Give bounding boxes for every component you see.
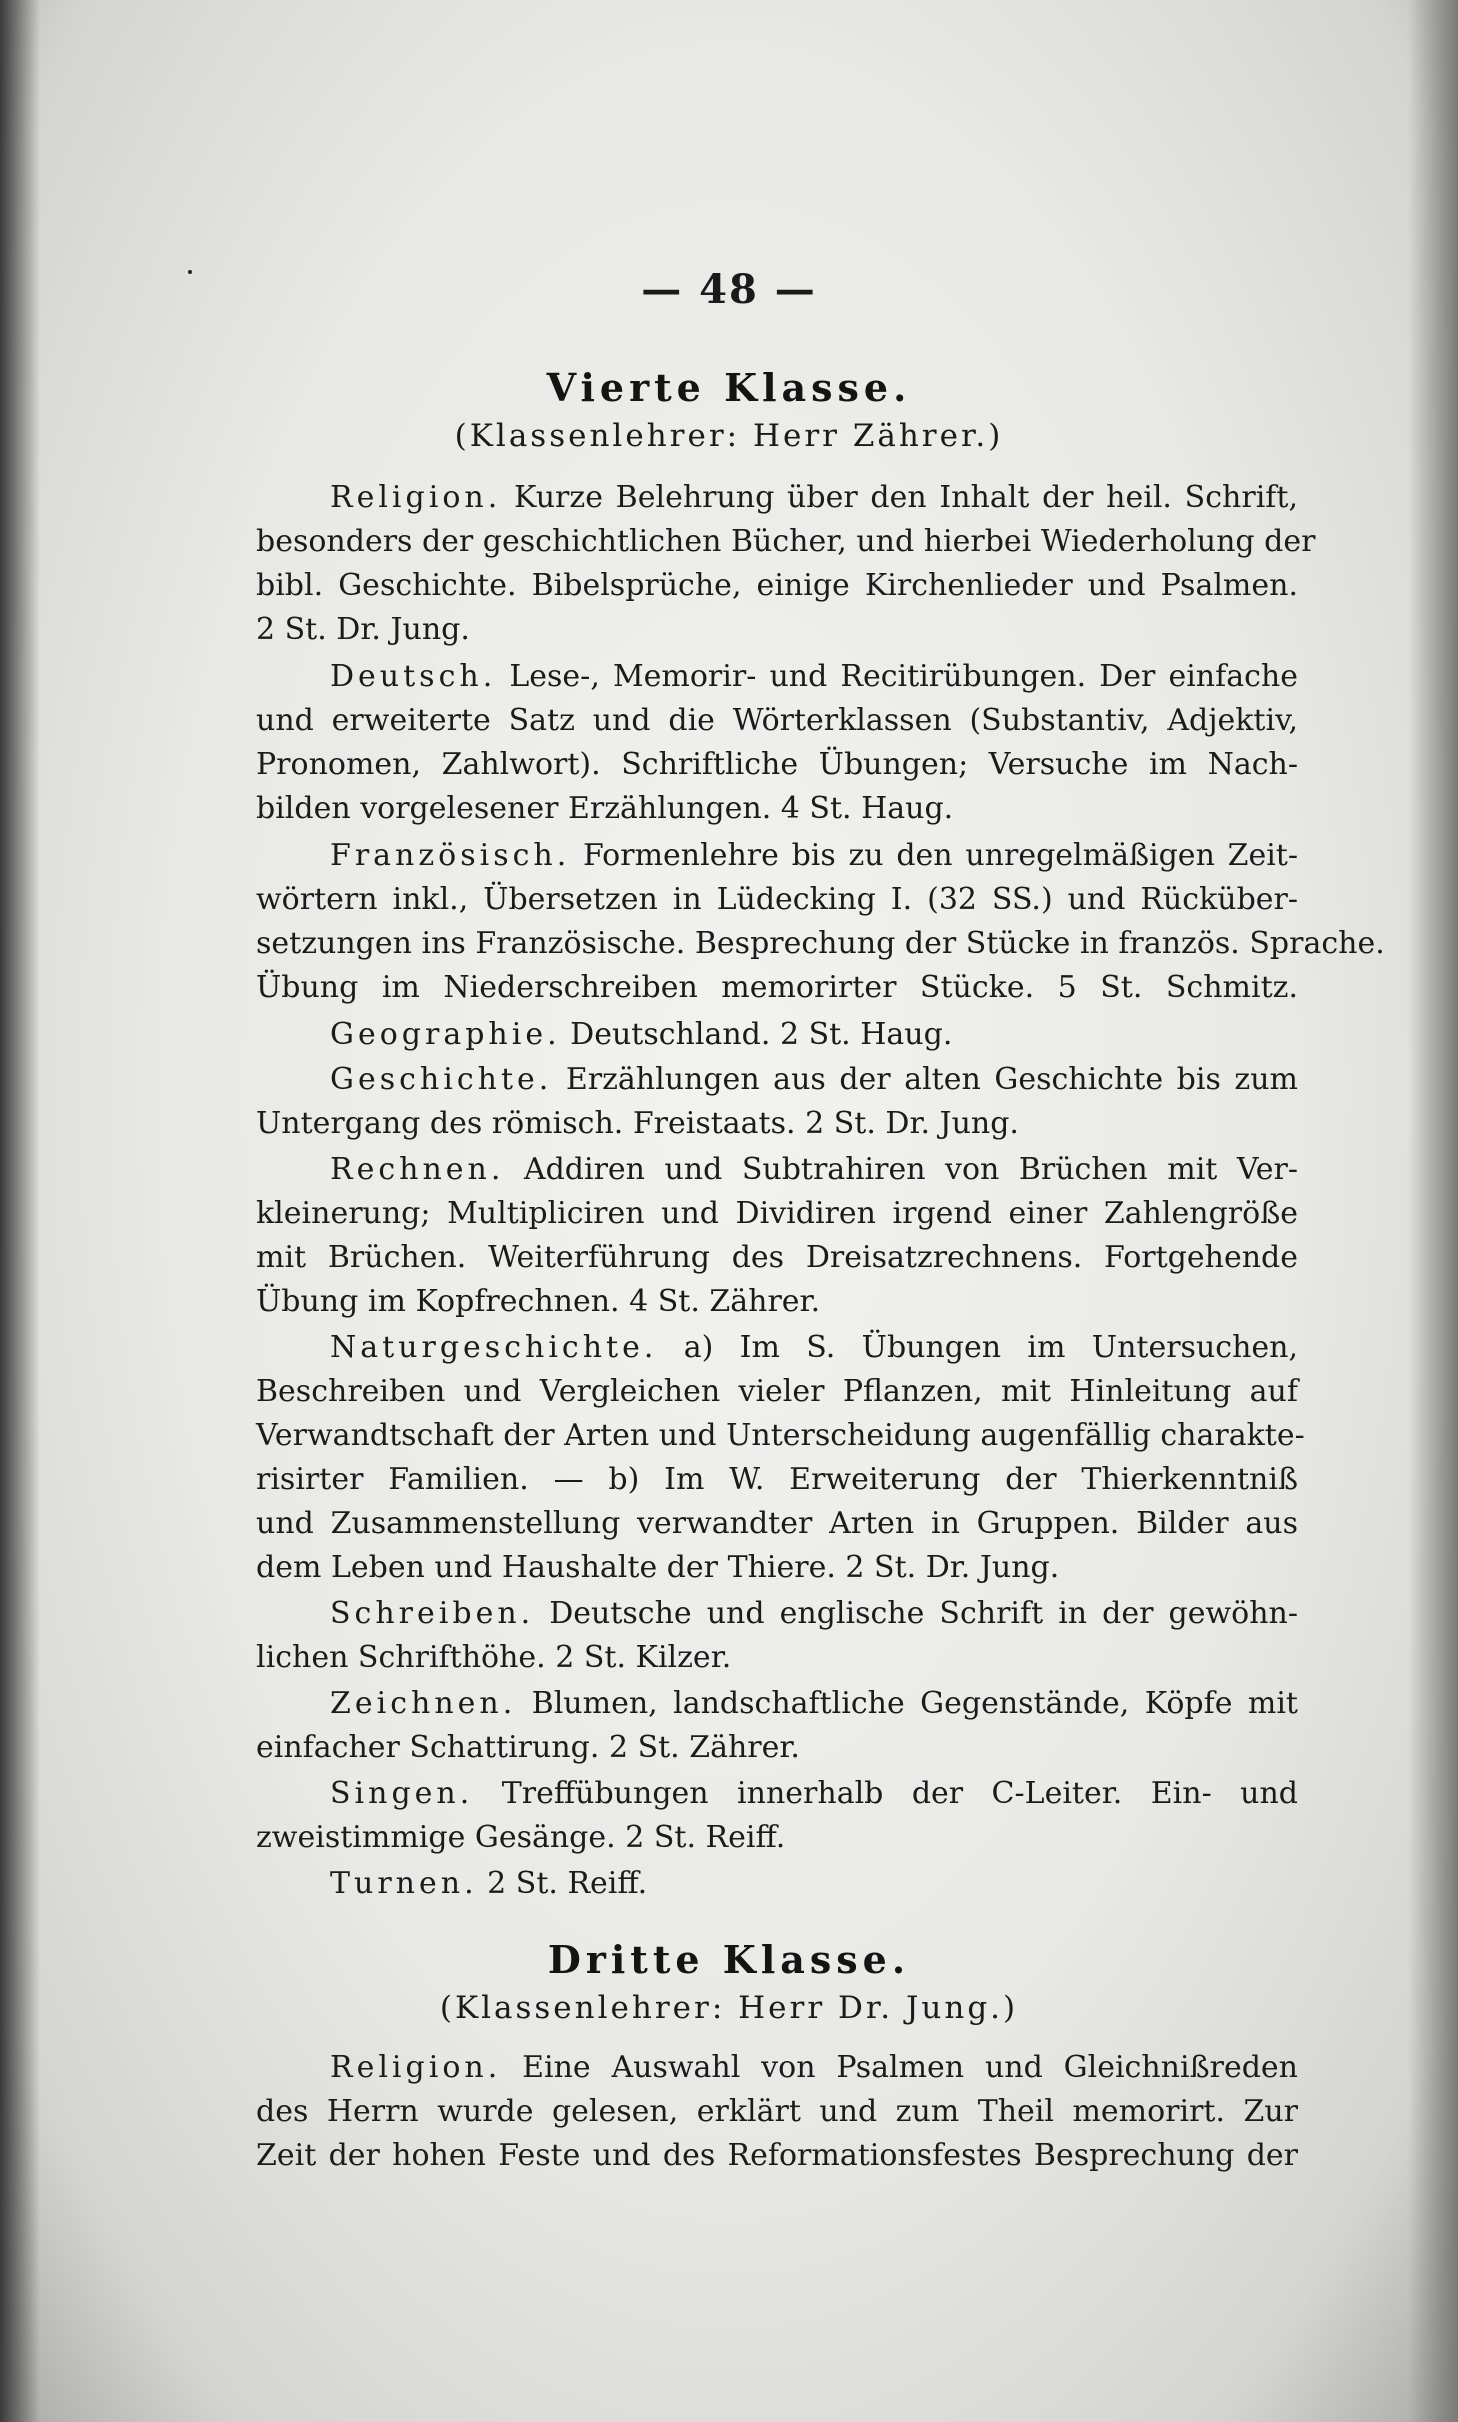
text-line: und erweiterte Satz und die Wörterklassen (Substantiv, Adjektiv, [256, 703, 1298, 738]
subject-label: Geographie. [330, 1017, 561, 1052]
subject-label: Religion. [330, 2050, 502, 2085]
text-line: bibl. Geschichte. Bibelsprüche, einige Kirchenlieder und Psalmen. [256, 568, 1298, 603]
page-number: — 48 — [641, 266, 817, 313]
subject-label: Schreiben. [330, 1596, 535, 1631]
subject-label: Französisch. [330, 838, 571, 873]
text-line: Schreiben. Deutsche und englische Schrift in der gewöhn- [330, 1596, 1298, 1631]
text-line: Deutsch. Lese-, Memorir- und Recitirübungen. Der einfache [330, 659, 1298, 694]
text-line: Übung im Niederschreiben memorirter Stücke. 5 St. Schmitz. [256, 970, 1298, 1005]
text-line: Verwandtschaft der Arten und Unterscheidung augenfällig charakte- [256, 1418, 1305, 1453]
text-line: Übung im Kopfrechnen. 4 St. Zährer. [256, 1284, 821, 1319]
text-line: zweistimmige Gesänge. 2 St. Reiff. [256, 1820, 786, 1855]
page-edge-shadow-right [1408, 0, 1458, 2422]
text-line: Religion. Eine Auswahl von Psalmen und Gleichnißreden [330, 2050, 1298, 2085]
text-line: Geographie. Deutschland. 2 St. Haug. [330, 1017, 953, 1052]
page-edge-shadow-left [0, 0, 40, 2422]
text-line: Zeichnen. Blumen, landschaftliche Gegenstände, Köpfe mit [330, 1686, 1298, 1721]
section-teacher-dritte-klasse: (Klassenlehrer: Herr Dr. Jung.) [439, 1990, 1019, 2026]
text-line: lichen Schrifthöhe. 2 St. Kilzer. [256, 1640, 732, 1675]
section-teacher-vierte-klasse: (Klassenlehrer: Herr Zährer.) [454, 418, 1004, 454]
text-line: Singen. Treffübungen innerhalb der C-Leiter. Ein- und [330, 1776, 1298, 1811]
text-line: besonders der geschichtlichen Bücher, und hierbei Wiederholung der [256, 524, 1316, 559]
text-line: Naturgeschichte. a) Im S. Übungen im Untersuchen, [330, 1330, 1298, 1365]
text-line: Untergang des römisch. Freistaats. 2 St. Dr. Jung. [256, 1106, 1019, 1141]
text-line: Beschreiben und Vergleichen vieler Pflanzen, mit Hinleitung auf [256, 1374, 1298, 1409]
text-line: Rechnen. Addiren und Subtrahiren von Brüchen mit Ver- [330, 1152, 1298, 1187]
subject-label: Singen. [330, 1776, 474, 1811]
text-line: dem Leben und Haushalte der Thiere. 2 St. Dr. Jung. [256, 1550, 1060, 1585]
text-line: Turnen. 2 St. Reiff. [330, 1866, 648, 1901]
text-line: Religion. Kurze Belehrung über den Inhalt der heil. Schrift, [330, 480, 1298, 515]
text-line: risirter Familien. — b) Im W. Erweiterung der Thierkenntniß [256, 1462, 1298, 1497]
text-line: setzungen ins Französische. Besprechung der Stücke in französ. Sprache. [256, 926, 1385, 961]
subject-label: Zeichnen. [330, 1686, 517, 1721]
text-line: Geschichte. Erzählungen aus der alten Geschichte bis zum [330, 1062, 1298, 1097]
section-title-dritte-klasse: Dritte Klasse. [547, 1937, 911, 1982]
text-line: mit Brüchen. Weiterführung des Dreisatzrechnens. Fortgehende [256, 1240, 1298, 1275]
subject-label: Rechnen. [330, 1152, 505, 1187]
text-line: einfacher Schattirung. 2 St. Zährer. [256, 1730, 800, 1765]
text-line: kleinerung; Multipliciren und Dividiren irgend einer Zahlengröße [256, 1196, 1298, 1231]
text-line: des Herrn wurde gelesen, erklärt und zum Theil memorirt. Zur [256, 2094, 1298, 2129]
subject-label: Turnen. [330, 1866, 478, 1901]
subject-label: Religion. [330, 480, 502, 515]
subject-label: Deutsch. [330, 659, 497, 694]
subject-label: Naturgeschichte. [330, 1330, 658, 1365]
text-line: Pronomen, Zahlwort). Schriftliche Übungen; Versuche im Nach- [256, 747, 1298, 782]
text-line: Zeit der hohen Feste und des Reformationsfestes Besprechung der [256, 2138, 1298, 2173]
text-line: wörtern inkl., Übersetzen in Lüdecking I. (32 SS.) und Rücküber- [256, 882, 1298, 917]
subject-label: Geschichte. [330, 1062, 553, 1097]
text-line: 2 St. Dr. Jung. [256, 612, 470, 647]
text-line: bilden vorgelesener Erzählungen. 4 St. Haug. [256, 791, 954, 826]
text-line: und Zusammenstellung verwandter Arten in Gruppen. Bilder aus [256, 1506, 1298, 1541]
section-title-vierte-klasse: Vierte Klasse. [546, 365, 912, 410]
text-line: Französisch. Formenlehre bis zu den unregelmäßigen Zeit- [330, 838, 1298, 873]
